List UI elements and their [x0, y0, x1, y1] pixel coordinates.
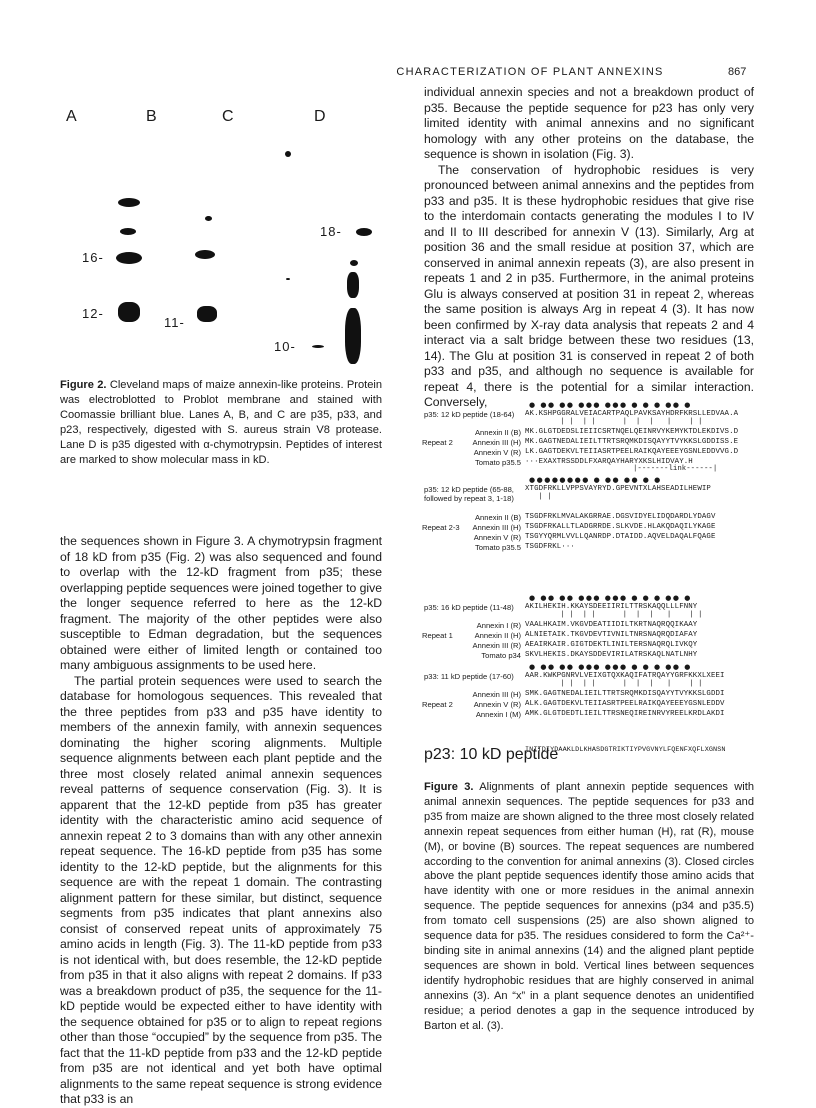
gel-band — [356, 228, 372, 236]
gel-band — [205, 216, 212, 221]
sequence-text: TSGDFRKALLTLADGRRDE.SLKVDE.HLAKQDAQILYKAGE — [525, 523, 716, 531]
conservation-bars: | | | | | | | | | | — [525, 680, 703, 688]
sequence-label: Annexin V (R) — [473, 700, 521, 709]
right-paragraph-2: The conservation of hydrophobic residues is very pronounced between animal annexins and the peptides from p33 and p35. It is these hydrophobic residues that give rise to the interdomain contacts generating the modules I to IV and II to III described for annexin V (13). Similarly, Arg at position 36 and the small residue at position 37, which are conserved in animal annexin repeats (3), are also present in repeats 1 and 2 in p35. Furthermore, in the animal proteins Glu is always conserved at position 31 in repeat 2, whereas the same position is always Arg in repeat 4 (3). It has now been confirmed by X-ray data analysis that repeats 2 and 4 interact via a salt bridge between these two residues (13, 14). The Glu at position 31 is conserved in repeat 2 of both p33 and p35, and although no sequence is available for repeat 4, there is the potential for a similar interaction. Conversely, — [424, 162, 754, 409]
repeat-group-label: Repeat 2 — [422, 700, 453, 709]
sequence-label: Tomato p35.5 — [474, 543, 521, 552]
sequence-label: p35: 12 kD peptide (18-64) — [424, 410, 515, 419]
repeat-group-label: Repeat 2-3 — [422, 523, 460, 532]
gel-band — [286, 278, 290, 280]
sequence-label: Annexin II (B) — [474, 428, 521, 437]
sequence-label: p35: 12 kD peptide (65-88, followed by repeat 3, 1-18) — [424, 485, 514, 503]
sequence-text: AK.KSHPGGRALVEIACARTPAQLPAVKSAYHDRFKRSLLEDVAA.A — [525, 410, 739, 418]
sequence-label: Annexin V (R) — [473, 533, 521, 542]
gel-band — [285, 151, 291, 157]
sequence-text: MK.GAGTNEDALIEILTTRTSRQMKDISQAYYTVYKKSLGDDISS.E — [525, 438, 739, 446]
sequence-text: AMK.GLGTDEDTLIEILTTRSNEQIREINRVYREELKRDLAKDI — [525, 710, 725, 718]
gel-band — [345, 308, 361, 364]
sequence-text: LK.GAGTDEKVLTEIIASRTPEELRAIKQAYEEEYGSNLEDDVVG.D — [525, 448, 739, 456]
figure3-alignment — [424, 400, 758, 770]
sequence-text: VAALHKAIM.VKGVDEATIIDILTKRTNAQRQQIKAAY — [525, 621, 698, 629]
sequence-label: Tomato p34 — [481, 651, 521, 660]
gel-band — [116, 252, 142, 264]
sequence-label: Annexin I (M) — [475, 710, 521, 719]
figure3-caption-label: Figure 3. — [424, 781, 474, 793]
link-label: |-------link------| — [633, 465, 718, 473]
conservation-bars: | | | | | | | | | | — [525, 418, 703, 426]
running-title: CHARACTERIZATION OF PLANT ANNEXINS — [396, 66, 664, 78]
sequence-label: Annexin I (R) — [476, 621, 521, 630]
sequence-label: Tomato p35.5 — [474, 458, 521, 467]
identity-dots: ● ●● ●● ●●● ●●● ● ● ● ●● ● — [529, 401, 692, 409]
left-paragraph-2: The partial protein sequences were used to search the database for homologous sequences. This revealed that the three peptides from p33 and p35 have identity to members of the annexin family, with annexin sequences dominating the higher scoring alignments. Multiple sequence alignments between each plant peptide and the three most closely related animal annexin sequences reveal patterns of sequence conservation (Fig. 3). It is apparent that the 12-kD peptide from p35 has greater identity with the characteristic amino acid sequence of annexin repeat 2 to 3 domains than with any other annexin repeat sequence. The 16-kD peptide from p35 has some identity to the 12-kD peptide, but the alignments for this sequence are with the repeat 1 domain. The contrasting alignment pattern for these similar, but distinct, sequence segments from p35 indicates that plant annexins also consist of conserved repeat units of approximately 75 amino acids in length (Fig. 3). The 11-kD peptide from p33 is not identical with, but does resemble, the 12-kD peptide from p35 in that it also aligns with repeat 2 domains. If p33 was a breakdown product of p35, the sequence for the 11-kD peptide would be expected either to have identity with the sequence obtained for p35 or to align to repeat regions other than those “occupied” by the sequence from p35. The fact that the 11-kD peptide from p33 and the 12-kD peptide from p35 are not identical and yet both have optimal alignments to the same repeat sequence is strong evidence that p33 is an — [60, 673, 382, 1106]
repeat-group-label: Repeat 2 — [422, 438, 453, 447]
mw-marker-18: 18- — [320, 224, 342, 239]
conservation-bars: | | — [525, 493, 570, 501]
sequence-label: Annexin III (H) — [472, 690, 521, 699]
p23-label: p23: 10 kD peptide — [424, 746, 559, 763]
lane-label-d: D — [314, 108, 326, 125]
gel-band — [118, 198, 140, 207]
sequence-text: MK.GLGTDEDSLIEIICSRTNQELQEINRVYKEMYKTDLEKDIVS.D — [525, 428, 739, 436]
sequence-label: Annexin V (R) — [473, 448, 521, 457]
gel-band — [347, 272, 359, 298]
lane-label-c: C — [222, 108, 234, 125]
mw-marker-12: 12- — [82, 306, 104, 321]
sequence-label: Annexin III (R) — [472, 641, 521, 650]
sequence-text: AAR.KWKPGNRVLVEIXGTQXKAQIFATRQAYYGRFKKXLXEEI — [525, 672, 725, 680]
gel-band — [195, 250, 215, 259]
figure3-caption — [424, 780, 754, 1033]
sequence-text: ···EXAXTRSSDDLFXARQAYHARYXKSLHIDVAY.H — [525, 458, 693, 466]
sequence-text: SKVLHEKIS.DKAYSDDEVIRILATRSKAQLNATLNHY — [525, 651, 698, 659]
sequence-text: ALK.GAGTDEKVLTEIIASRTPEELRAIKQAYEEEYGSNLEDDV — [525, 700, 725, 708]
figure3-caption-text: Alignments of plant annexin peptide sequences with animal annexin sequences. The peptide sequences for p33 and p35 from maize are shown aligned to the three most closely related annexin repeat sequences from either human (H), rat (R), mouse (M), or bovine (B) sources. The repeat sequences are numbered according to the convention for animal annexins (3). Closed circles above the plant peptide sequences identify those amino acids that have identity with one or more residues in the animal annexin sequence. The peptide sequences for annexins (p34 and p35.5) from tomato cell suspensions (25) are also shown aligned to sequence data for p35. The residues considered to form the Ca²⁺-binding site in animal annexins (14) and the aligned plant peptide sequences are shown in bold. Vertical lines between sequences identify hydrophobic residues that are highly conserved in animal annexins (3). An “x” in a plant sequence denotes an unidentified residue; a period denotes a gap in the sequence introduced by Barton et al. (3). — [424, 781, 754, 1032]
mw-marker-11: 11- — [164, 315, 185, 330]
lane-label-a: A — [66, 108, 77, 125]
gel-band — [120, 228, 136, 235]
sequence-text: ALNIETAIK.TKGVDEVTIVNILTNRSNAQRQDIAFAY — [525, 631, 698, 639]
identity-dots: ●●●●●●●● ● ●● ●● ● ● — [529, 476, 662, 484]
sequence-label: Annexin II (B) — [474, 513, 521, 522]
right-paragraph-1: individual annexin species and not a breakdown product of p35. Because the peptide sequence for p23 has only very limited identity with animal annexins and no significant homology with any other proteins on the database, the sequence is shown in isolation (Fig. 3). — [424, 85, 754, 161]
p23-sequence: INITDIYDAAKLDLKHASDGTRIKTIYPVGVNYLFQENFXQFLXGNSN — [525, 746, 726, 754]
identity-dots: ● ●● ●● ●●● ●●● ● ● ● ●● ● — [529, 594, 692, 602]
page-number: 867 — [728, 66, 747, 78]
sequence-text: AKILHEKIH.KKAYSDEEIIRILTTRSKAQQLLLFNNY — [525, 603, 698, 611]
sequence-text: XTGDFRKLLVPPSVAYRYD.GPEVNTXLAHSEADILHEWIP — [525, 485, 711, 493]
gel-band — [312, 345, 324, 348]
identity-dots: ● ●● ●● ●●● ●●● ● ● ● ●● ● — [529, 663, 692, 671]
repeat-group-label: Repeat 1 — [422, 631, 453, 640]
gel-band — [118, 302, 140, 322]
sequence-text: AEAIRKAIR.GIGTDEKTLINILTERSNAQRQLIVKQY — [525, 641, 698, 649]
sequence-label: Annexin III (H) — [472, 523, 521, 532]
sequence-text: SMK.GAGTNEDALIEILTTRTSRQMKDISQAYYTVYKKSLGDDI — [525, 690, 725, 698]
sequence-text: TSGDFRKL··· — [525, 543, 575, 551]
right-column-text — [424, 85, 754, 411]
left-column-text — [60, 534, 382, 1108]
gel-band — [197, 306, 217, 322]
gel-figure — [60, 108, 380, 366]
sequence-label: p35: 16 kD peptide (11-48) — [424, 603, 514, 612]
mw-marker-16: 16- — [82, 250, 104, 265]
sequence-label: Annexin II (H) — [474, 631, 521, 640]
conservation-bars: | | | | | | | | | | — [525, 611, 703, 619]
left-paragraph-1: the sequences shown in Figure 3. A chymotrypsin fragment of 18 kD from p35 (Fig. 2) was also sequenced and found to overlap with the 12-kD fragment from p35; these overlapping peptide sequences were joined together to give the longer sequence referred to here as the 12-kD fragment. The majority of the other peptides were also susceptible to Edman degradation, but the sequences obtained were either of limited length or contained too many ambiguous assignments to be used here. — [60, 534, 382, 672]
figure2-caption — [60, 378, 382, 467]
sequence-label: Annexin III (H) — [472, 438, 521, 447]
sequence-text: TSGYYQRMLVVLLQANRDP.DTAIDD.AQVELDAQALFQAGE — [525, 533, 716, 541]
sequence-label: p33: 11 kD peptide (17-60) — [424, 672, 514, 681]
sequence-text: TSGDFRKLMVALAKGRRAE.DGSVIDYELIDQDARDLYDAGV — [525, 513, 716, 521]
figure2-caption-label: Figure 2. — [60, 379, 107, 391]
mw-marker-10: 10- — [274, 339, 296, 354]
figure2-caption-text: Cleveland maps of maize annexin-like proteins. Protein was electroblotted to Problot membrane and stained with Coomassie brilliant blue. Lanes A, B, and C are p35, p33, and p23, respectively, digested with S. aureus strain V8 protease. Lane D is p35 digested with α-chymotrypsin. Peptides of interest are marked to show molecular mass in kD. — [60, 379, 383, 466]
gel-band — [350, 260, 358, 266]
lane-label-b: B — [146, 108, 157, 125]
